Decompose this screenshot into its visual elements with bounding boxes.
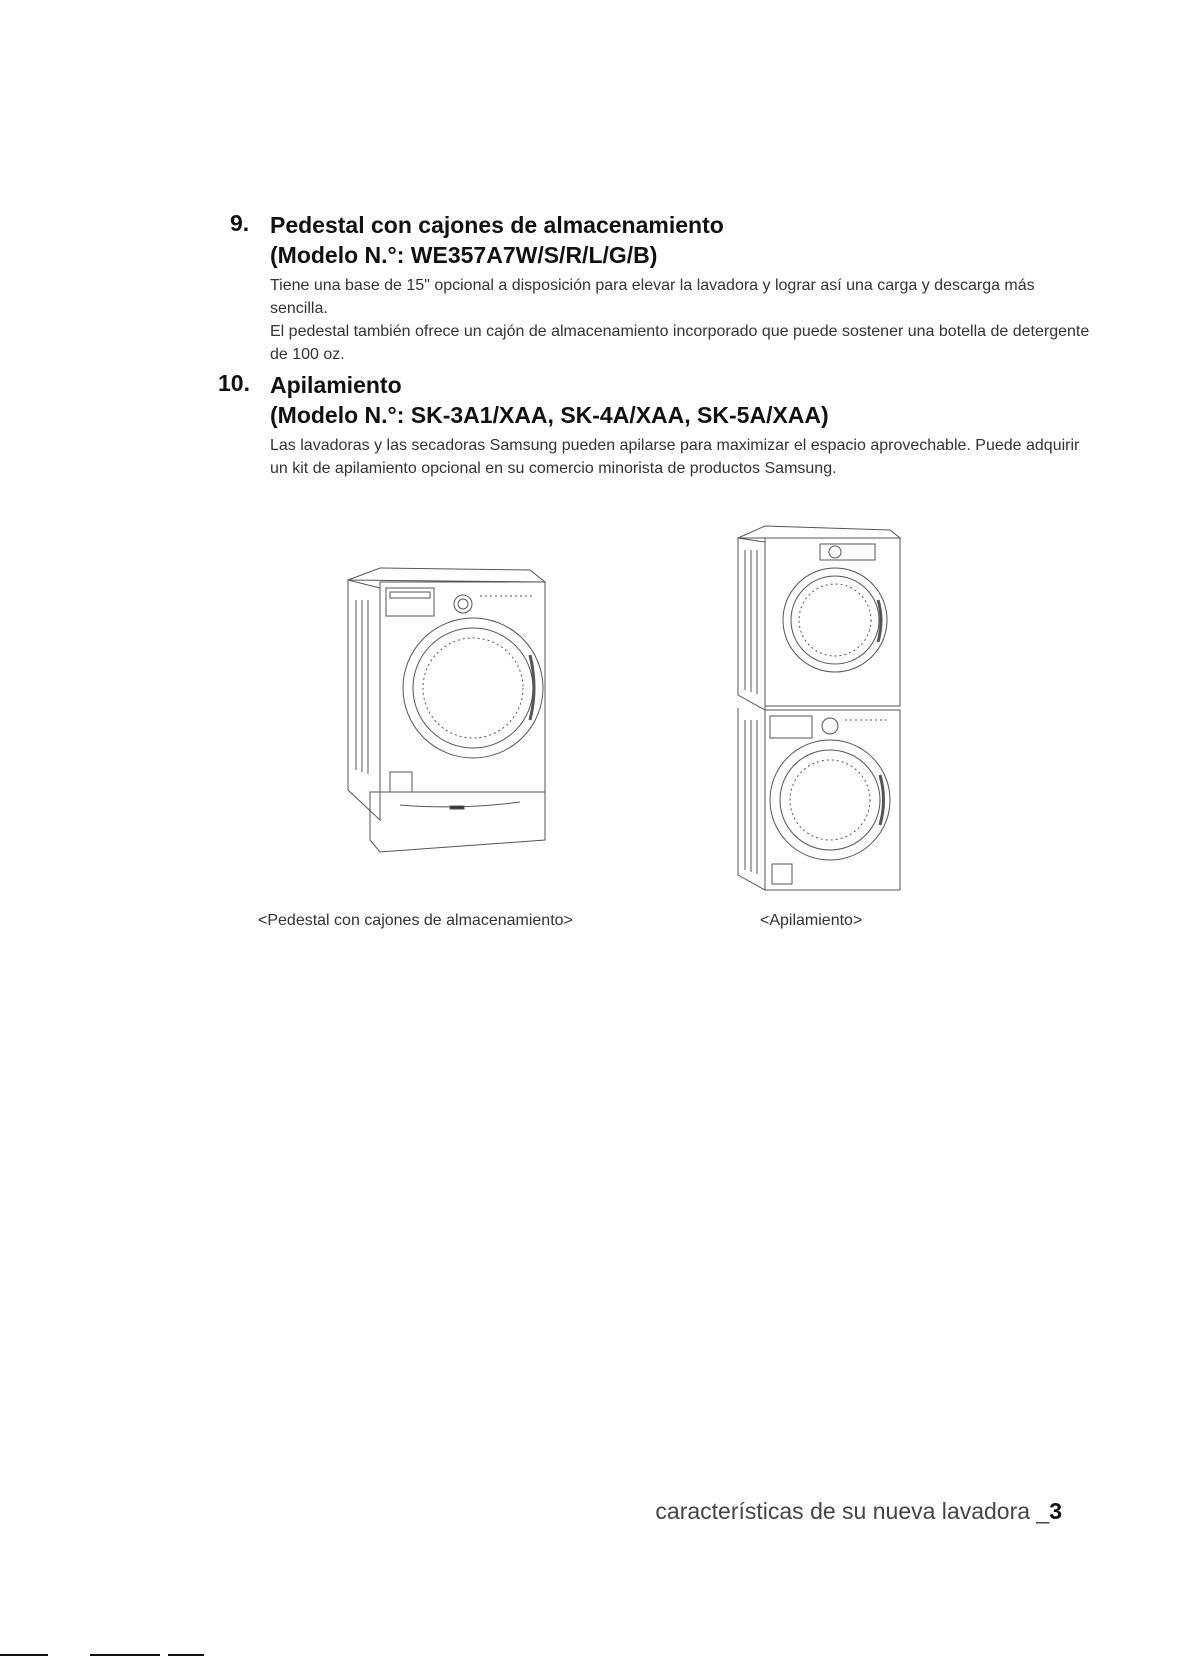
section-model: (Modelo N.°: WE357A7W/S/R/L/G/B) xyxy=(270,242,658,268)
section-title: Apilamiento xyxy=(270,372,402,398)
section-body xyxy=(270,274,1090,366)
section-number: 10. xyxy=(218,370,250,396)
paragraph: Tiene una base de 15" opcional a disposición para elevar la lavadora y lograr así una carga y descarga más sencilla. xyxy=(270,277,1035,317)
section-body xyxy=(270,434,1090,480)
figure-caption: <Pedestal con cajones de almacenamiento> xyxy=(258,912,573,929)
section-title: Pedestal con cajones de almacenamiento xyxy=(270,212,724,238)
section-stacking xyxy=(218,370,1090,480)
section-model: (Modelo N.°: SK-3A1/XAA, SK-4A/XAA, SK-5A/XAA) xyxy=(270,402,829,428)
page-number: 3 xyxy=(1049,1498,1062,1524)
footer-text: características de su nueva lavadora _ xyxy=(655,1498,1050,1524)
page-footer xyxy=(655,1498,1062,1525)
washer-pedestal-illustration xyxy=(340,560,560,860)
figure-caption: <Apilamiento> xyxy=(760,912,863,929)
paragraph: El pedestal también ofrece un cajón de almacenamiento incorporado que puede sostener una botella de detergente de 100 oz. xyxy=(270,323,1090,363)
stacked-washer-dryer-illustration xyxy=(730,520,905,900)
section-number: 9. xyxy=(230,210,250,236)
section-pedestal xyxy=(230,210,1090,366)
paragraph: Las lavadoras y las secadoras Samsung pueden apilarse para maximizar el espacio aprovechable. Puede adquirir un kit de apilamiento opcional en su comercio minorista de productos Samsung. xyxy=(270,437,1080,477)
